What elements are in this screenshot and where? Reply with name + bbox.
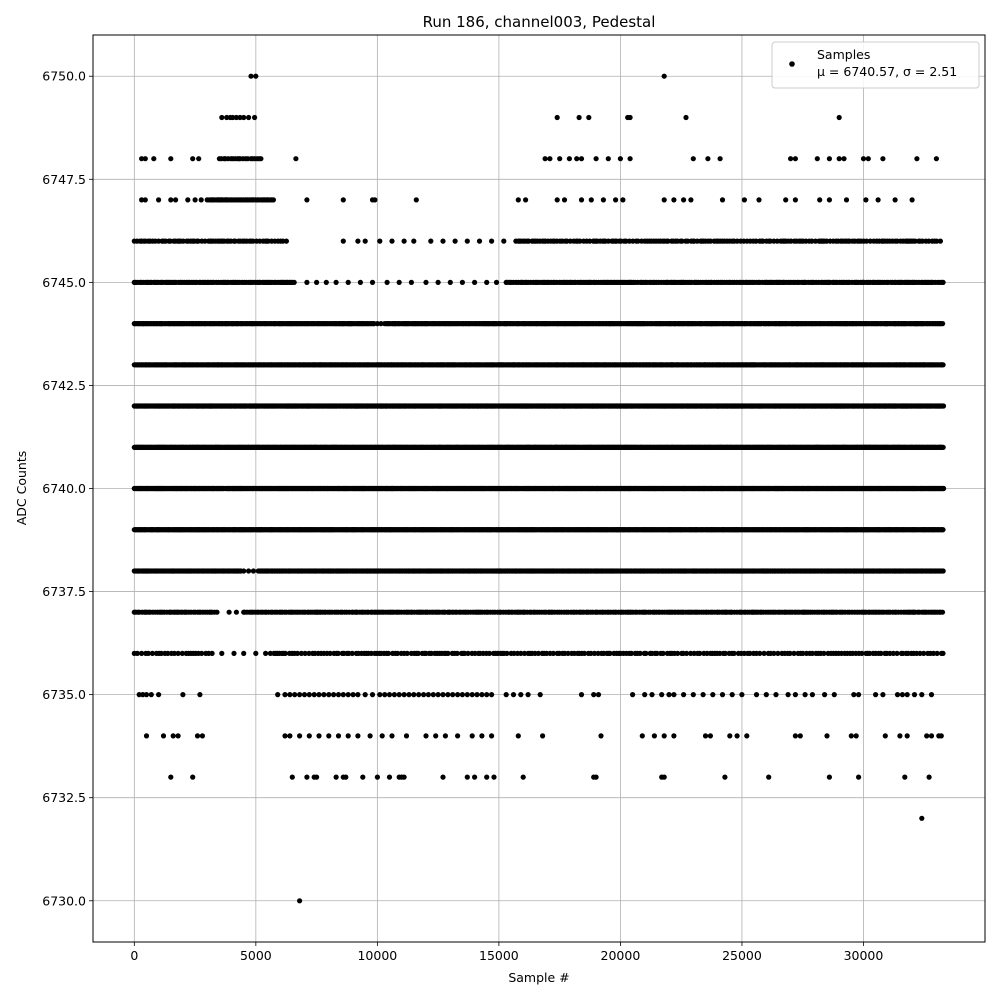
data-point [941, 445, 946, 450]
data-point [941, 362, 946, 367]
data-point [941, 403, 946, 408]
